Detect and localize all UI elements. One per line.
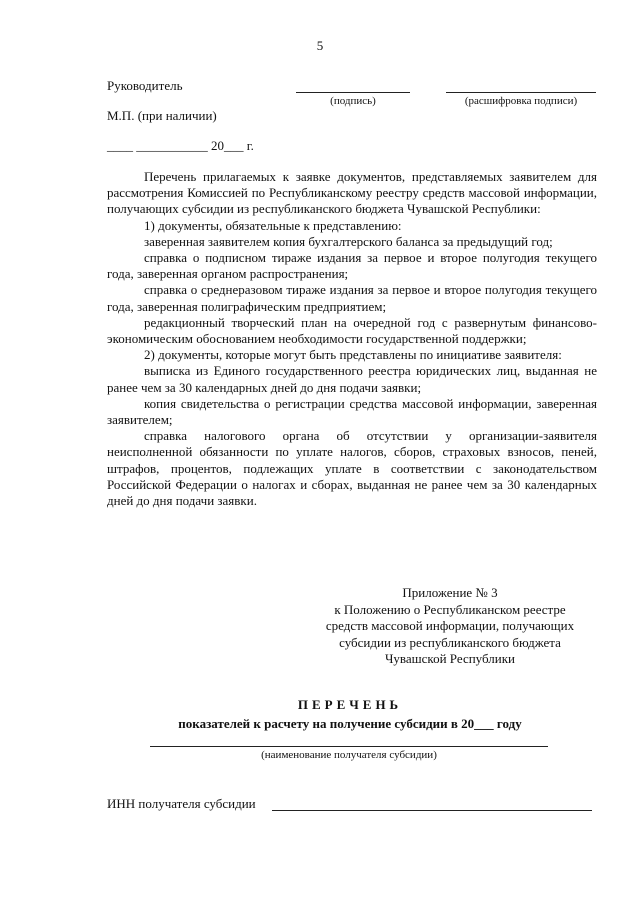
documents-list: [107, 169, 597, 509]
mandatory-item: редакционный творческий план на очередной год с развернутым финансово-экономическим обоснованием необходимости государственной поддержки;: [107, 314, 597, 347]
date-line: ____ ___________ 20___ г.: [107, 138, 254, 153]
optional-item: выписка из Единого государственного реестра юридических лиц, выданная не ранее чем за 30 календарных дней до дня подачи заявки;: [107, 363, 597, 395]
list-title: ПЕРЕЧЕНЬ: [297, 697, 403, 712]
recipient-name-line: [150, 746, 548, 747]
appendix-line: Приложение № 3: [402, 585, 498, 600]
appendix-line: субсидии из республиканского бюджета: [339, 634, 561, 650]
decoding-caption: (расшифровка подписи): [464, 95, 578, 107]
page-number: 5: [316, 38, 324, 53]
optional-item: справка налогового органа об отсутствии у организации-заявителя неисполненной обязанности по уплате налогов, сборов, страховых взносов, пеней, штрафов, процентов, подлежащих уплате в соответствии с законодательством Российской Федерации о налогах и сборах, выданная не ранее чем за 30 календарных дней до дня подачи заявки.: [107, 428, 597, 509]
inn-line: [272, 810, 592, 811]
list-subtitle: показателей к расчету на получение субсидии в 20___ году: [178, 716, 522, 731]
mandatory-item: справка о подписном тираже издания за первое и второе полугодия текущего года, заверенная органом распространения;: [107, 250, 597, 282]
documents-intro: Перечень прилагаемых к заявке документов, представляемых заявителем для рассмотрения Комиссией по Республиканскому реестру средств массовой информации, получающих субсидии из республиканского бюджета Чувашской Республики:: [107, 169, 597, 217]
optional-heading: 2) документы, которые могут быть представлены по инициативе заявителя:: [144, 347, 562, 363]
appendix-header: [300, 585, 600, 668]
signature-caption: (подпись): [330, 95, 376, 107]
appendix-line: к Положению о Республиканском реестре: [334, 601, 566, 617]
signature-line: [296, 92, 410, 93]
mandatory-item: справка о среднеразовом тираже издания за первое и второе полугодия текущего года, заверенная полиграфическим предприятием;: [107, 282, 597, 314]
stamp-label: М.П. (при наличии): [107, 108, 217, 123]
head-label: Руководитель: [107, 78, 183, 93]
decoding-line: [446, 92, 596, 93]
inn-label: ИНН получателя субсидии: [107, 796, 256, 811]
mandatory-heading: 1) документы, обязательные к представлению:: [144, 217, 402, 233]
appendix-line: Чувашской Республики: [384, 651, 516, 666]
mandatory-item: заверенная заявителем копия бухгалтерского баланса за предыдущий год;: [144, 233, 553, 249]
optional-item: копия свидетельства о регистрации средства массовой информации, заверенная заявителем;: [107, 395, 597, 428]
appendix-line: средств массовой информации, получающих: [325, 618, 575, 633]
recipient-caption: (наименование получателя субсидии): [261, 749, 437, 761]
